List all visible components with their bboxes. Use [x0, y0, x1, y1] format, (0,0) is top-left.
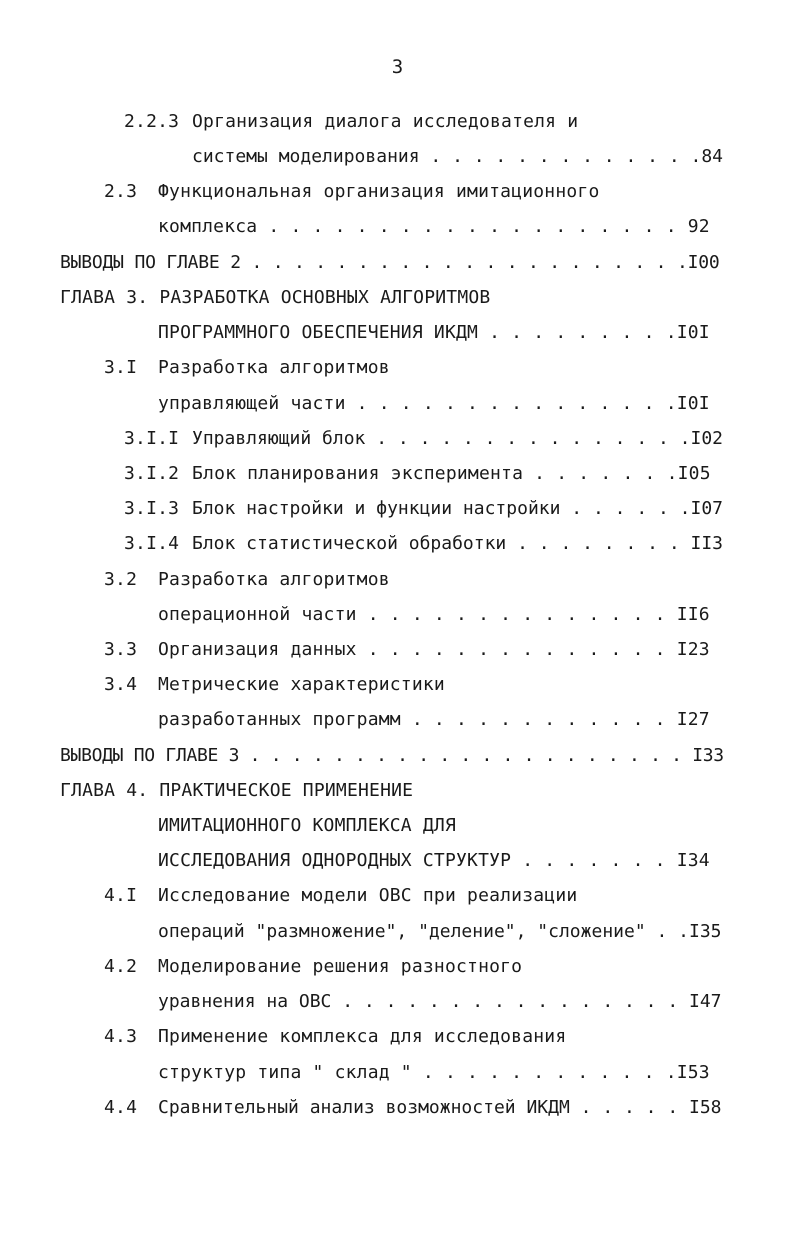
toc-entry-title: Блок настройки и функции настройки . . . . . .I07 — [192, 498, 724, 519]
toc-entry-title: Блок планирования эксперимента . . . . . . .I05 — [192, 463, 711, 484]
toc-entry-title: Функциональная организация имитационного — [158, 181, 600, 202]
toc-entry-title: Метрические характеристики — [158, 674, 445, 695]
toc-entry-continuation: системы моделирования . . . . . . . . . . . . .84 — [192, 146, 724, 167]
toc-entry-number: 3.I.I — [124, 428, 180, 449]
toc-entry-continuation: управляющей части . . . . . . . . . . . . . . .I0I — [158, 393, 710, 414]
toc-entry-title: Разработка алгоритмов — [158, 569, 390, 590]
toc-entry-number: 3.I.4 — [124, 533, 180, 554]
toc-entry-number: 4.4 — [104, 1097, 138, 1118]
toc-entry-number: 2.2.3 — [124, 111, 180, 132]
toc-entry-title: Организация данных . . . . . . . . . . . . . . I23 — [158, 639, 710, 660]
toc-entry-number: 3.I.3 — [124, 498, 180, 519]
toc-entry-continuation: ИССЛЕДОВАНИЯ ОДНОРОДНЫХ СТРУКТУР . . . . . . . I34 — [158, 850, 710, 871]
toc-entry-number: 3.2 — [104, 569, 138, 590]
toc-entry-continuation: разработанных программ . . . . . . . . . . . . I27 — [158, 709, 710, 730]
toc-entry-number: 4.I — [104, 885, 138, 906]
toc-entry-continuation: операций "размножение", "деление", "сложение" . .I35 — [158, 921, 722, 942]
toc-entry-title: Разработка алгоритмов — [158, 357, 390, 378]
toc-entry-continuation: ИМИТАЦИОННОГО КОМПЛЕКСА ДЛЯ — [158, 815, 456, 836]
toc-entry-title: Сравнительный анализ возможностей ИКДМ . . . . . I58 — [158, 1097, 722, 1118]
toc-entry-continuation: операционной части . . . . . . . . . . . . . . II6 — [158, 604, 710, 625]
page-number: 3 — [391, 56, 404, 78]
toc-entry-continuation: структур типа " склад " . . . . . . . . . . . .I53 — [158, 1062, 710, 1083]
toc-entry-title: Применение комплекса для исследования — [158, 1026, 567, 1047]
toc-entry-title: Моделирование решения разностного — [158, 956, 523, 977]
toc-entry-continuation: комплекса . . . . . . . . . . . . . . . . . . . 92 — [158, 216, 710, 237]
toc-entry-number: 2.3 — [104, 181, 138, 202]
toc-entry-chapter: ГЛАВА 3. РАЗРАБОТКА ОСНОВНЫХ АЛГОРИТМОВ — [60, 287, 491, 308]
toc-entry-continuation: ПРОГРАММНОГО ОБЕСПЕЧЕНИЯ ИКДМ . . . . . . . . .I0I — [158, 322, 710, 343]
toc-entry-title: Блок статистической обработки . . . . . . . . II3 — [192, 533, 724, 554]
toc-entry-number: 3.I — [104, 357, 138, 378]
toc-entry-number: 4.3 — [104, 1026, 138, 1047]
toc-entry-number: 3.3 — [104, 639, 138, 660]
toc-entry-chapter-summary: ВЫВОДЫ ПО ГЛАВЕ 2 . . . . . . . . . . . . . . . . . . . . .I00 — [60, 252, 720, 273]
toc-entry-number: 3.I.2 — [124, 463, 180, 484]
toc-entry-continuation: уравнения на ОВС . . . . . . . . . . . . . . . . I47 — [158, 991, 722, 1012]
toc-entry-number: 3.4 — [104, 674, 138, 695]
toc-entry-title: Управляющий блок . . . . . . . . . . . . . . .I02 — [192, 428, 724, 449]
toc-entry-chapter: ГЛАВА 4. ПРАКТИЧЕСКОЕ ПРИМЕНЕНИЕ — [60, 780, 414, 801]
toc-entry-number: 4.2 — [104, 956, 138, 977]
toc-entry-chapter-summary: ВЫВОДЫ ПО ГЛАВЕ 3 . . . . . . . . . . . . . . . . . . . . . I33 — [60, 745, 724, 766]
toc-entry-title: Организация диалога исследователя и — [192, 111, 579, 132]
toc-entry-title: Исследование модели ОВС при реализации — [158, 885, 578, 906]
